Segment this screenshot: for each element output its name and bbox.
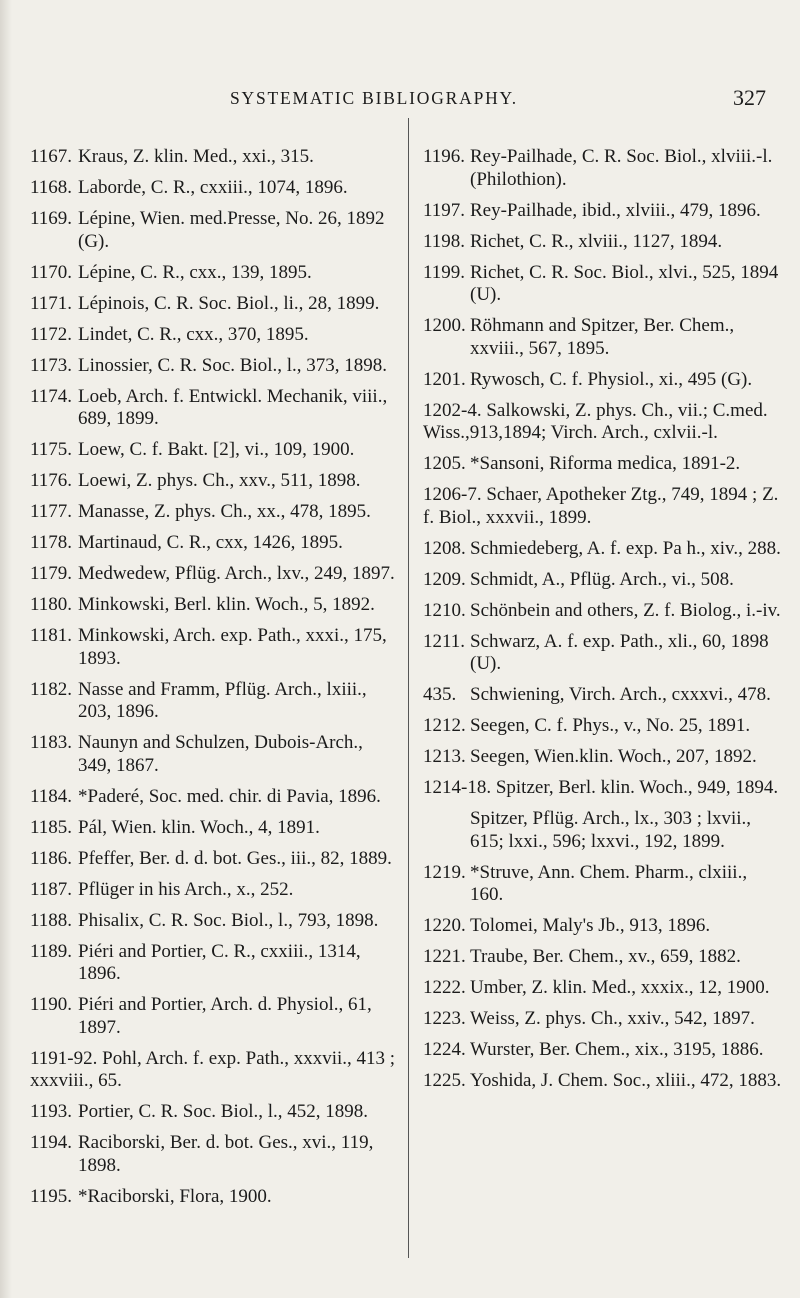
bib-entry: [30, 439, 398, 462]
entry-number: 1168.: [30, 177, 73, 198]
entry-number: 1201.: [423, 368, 466, 390]
bib-entry: [423, 569, 785, 592]
entry-text: Richet, C. R., xlviii., 1127, 1894.: [470, 230, 723, 252]
entry-text: Schwarz, A. f. exp. Path., xli., 60, 1898 (U).: [470, 630, 769, 674]
entry-number: 1212.: [423, 715, 466, 736]
entry-text: Pflüger in his Arch., x., 252.: [78, 878, 294, 900]
entry-text: Raciborski, Ber. d. bot. Ges., xvi., 119, 1898.: [78, 1132, 374, 1176]
bib-entry: [30, 594, 398, 617]
entry-number: 1179.: [30, 563, 73, 584]
entry-text: Rey-Pailhade, C. R. Soc. Biol., xlviii.-l. (Philothion).: [470, 146, 773, 190]
bib-entry: [423, 453, 785, 476]
bib-entry: [30, 1048, 398, 1093]
entry-text: Yoshida, J. Chem. Soc., xliii., 472, 1883.: [470, 1070, 782, 1091]
bib-entry: [30, 879, 398, 902]
bib-entry: [30, 732, 398, 777]
entry-text: Piéri and Portier, Arch. d. Physiol., 61, 1897.: [78, 994, 372, 1038]
entry-number: 1188.: [30, 909, 73, 931]
bib-entry: [423, 808, 785, 853]
entry-number: 1173.: [30, 354, 73, 376]
bib-entry: [423, 977, 785, 1000]
entry-number: 1187.: [30, 878, 73, 900]
entry-number: 1200.: [423, 315, 466, 336]
entry-text: Weiss, Z. phys. Ch., xxiv., 542, 1897.: [470, 1008, 755, 1029]
entry-number: 1206-7.: [423, 484, 482, 505]
bib-entry: [30, 817, 398, 840]
entry-number: 1171.: [30, 292, 73, 314]
entry-text: Schaer, Apotheker Ztg., 749, 1894 ; Z. f. Biol., xxxvii., 1899.: [423, 484, 779, 528]
entry-number: 1205.: [423, 453, 466, 474]
entry-text: Nasse and Framm, Pflüg. Arch., lxiii., 203, 1896.: [78, 678, 367, 722]
bib-entry: [423, 684, 785, 707]
bib-entry: [423, 262, 785, 307]
page-edge-shadow: [0, 0, 12, 1298]
entry-text: Pfeffer, Ber. d. d. bot. Ges., iii., 82, 1889.: [78, 847, 392, 869]
bib-entry: [30, 470, 398, 493]
bib-entry: [423, 231, 785, 254]
entry-text: Umber, Z. klin. Med., xxxix., 12, 1900.: [470, 977, 770, 998]
entry-text: Lépine, C. R., cxx., 139, 1895.: [78, 261, 312, 283]
bib-entry: [423, 146, 785, 191]
entry-text: Spitzer, Berl. klin. Woch., 949, 1894.: [495, 777, 779, 798]
entry-text: Schwiening, Virch. Arch., cxxxvi., 478.: [470, 684, 771, 705]
bib-entry: [423, 538, 785, 561]
bib-entry: [30, 386, 398, 431]
entry-text: Tolomei, Maly's Jb., 913, 1896.: [470, 915, 711, 936]
entry-text: Richet, C. R. Soc. Biol., xlvi., 525, 1894 (U).: [470, 261, 779, 305]
bib-entry: [30, 679, 398, 724]
entry-number: 1208.: [423, 537, 466, 559]
column-divider: [408, 118, 409, 1258]
entry-text: Schönbein and others, Z. f. Biolog., i.-iv.: [470, 599, 781, 621]
entry-number: 1176.: [30, 470, 73, 491]
bib-entry: [423, 862, 785, 907]
entry-number: 1184.: [30, 785, 73, 807]
entry-number: 1223.: [423, 1008, 466, 1029]
bib-entry: [30, 293, 398, 316]
entry-text: Portier, C. R. Soc. Biol., l., 452, 1898.: [78, 1101, 369, 1122]
bib-entry: [423, 1070, 785, 1093]
entry-text: Loewi, Z. phys. Ch., xxv., 511, 1898.: [78, 470, 361, 491]
entry-text: Schmiedeberg, A. f. exp. Pa h., xiv., 288.: [470, 537, 781, 559]
bib-entry: [30, 1101, 398, 1124]
entry-number: 1225.: [423, 1070, 466, 1091]
entry-number: 1169.: [30, 208, 73, 229]
entry-text: *Paderé, Soc. med. chir. di Pavia, 1896.: [78, 785, 381, 807]
page-header: [0, 85, 800, 116]
entry-number: 1220.: [423, 915, 466, 936]
entry-number: 1194.: [30, 1132, 73, 1153]
entry-number: 1213.: [423, 746, 466, 767]
entry-number: 1209.: [423, 568, 466, 590]
entry-number: 1182.: [30, 678, 73, 700]
bib-entry: [423, 631, 785, 676]
entry-number: 1196.: [423, 146, 466, 167]
entry-text: Phisalix, C. R. Soc. Biol., l., 793, 1898.: [78, 909, 379, 931]
bib-entry: [423, 777, 785, 800]
entry-text: Pohl, Arch. f. exp. Path., xxxvii., 413 ; xxxviii., 65.: [30, 1047, 396, 1091]
entry-text: Spitzer, Pflüg. Arch., lx., 303 ; lxvii., 615; lxxi., 596; lxxvi., 192, 1899.: [470, 808, 752, 852]
entry-text: *Sansoni, Riforma medica, 1891-2.: [470, 453, 741, 474]
entry-number: 1193.: [30, 1101, 73, 1122]
bib-entry: [423, 369, 785, 392]
bib-entry: [423, 946, 785, 969]
entry-number: 1189.: [30, 940, 73, 962]
entry-text: Martinaud, C. R., cxx, 1426, 1895.: [78, 532, 343, 553]
bib-entry: [423, 200, 785, 223]
entry-number: 1219.: [423, 861, 466, 883]
entry-number: 1197.: [423, 199, 466, 221]
bib-entry: [30, 786, 398, 809]
entry-text: Linossier, C. R. Soc. Biol., l., 373, 1898.: [78, 354, 388, 376]
entry-text: Pál, Wien. klin. Woch., 4, 1891.: [78, 816, 320, 838]
bib-entry: [30, 941, 398, 986]
entry-number: 1210.: [423, 599, 466, 621]
entry-number: 1170.: [30, 261, 73, 283]
bib-entry: [30, 1186, 398, 1209]
entry-text: Lépinois, C. R. Soc. Biol., li., 28, 1899.: [78, 292, 380, 314]
entry-text: Lépine, Wien. med.Presse, No. 26, 1892 (G).: [78, 208, 385, 252]
bib-entry: [423, 746, 785, 769]
bib-entry: [30, 146, 398, 169]
bib-entry: [30, 208, 398, 253]
entry-text: Röhmann and Spitzer, Ber. Chem., xxviii., 567, 1895.: [470, 315, 735, 359]
entry-number: 1177.: [30, 501, 73, 522]
bib-entry: [423, 1039, 785, 1062]
entry-number: 1202-4.: [423, 399, 482, 421]
entry-text: Wurster, Ber. Chem., xix., 3195, 1886.: [470, 1039, 764, 1060]
left-column: [30, 146, 398, 1217]
entry-number: 1186.: [30, 847, 73, 869]
entry-number: 1185.: [30, 816, 73, 838]
entry-text: Loew, C. f. Bakt. [2], vi., 109, 1900.: [78, 439, 355, 460]
bib-entry: [30, 848, 398, 871]
entry-number: 1211.: [423, 630, 466, 652]
bib-entry: [423, 484, 785, 529]
entry-text: *Struve, Ann. Chem. Pharm., clxiii., 160.: [470, 861, 748, 905]
entry-number: 1198.: [423, 230, 466, 252]
bib-entry: [30, 532, 398, 555]
entry-number: 1199.: [423, 261, 466, 283]
bib-entry: [30, 910, 398, 933]
bib-entry: [423, 400, 785, 445]
entry-text: Kraus, Z. klin. Med., xxi., 315.: [78, 146, 314, 167]
entry-text: Medwedew, Pflüg. Arch., lxv., 249, 1897.: [78, 563, 395, 584]
entry-text: Minkowski, Arch. exp. Path., xxxi., 175, 1893.: [78, 625, 387, 669]
entry-number: 1174.: [30, 385, 73, 407]
bib-entry: [30, 1132, 398, 1177]
entry-text: Rywosch, C. f. Physiol., xi., 495 (G).: [470, 368, 753, 390]
entry-number: 1221.: [423, 946, 466, 967]
entry-text: Loeb, Arch. f. Entwickl. Mechanik, viii., 689, 1899.: [78, 385, 388, 429]
entry-number: 1191-92.: [30, 1047, 98, 1069]
bib-entry: [30, 262, 398, 285]
entry-number: 1195.: [30, 1185, 73, 1207]
entry-number: 1178.: [30, 532, 73, 553]
entry-number: 1167.: [30, 146, 73, 167]
bib-entry: [423, 715, 785, 738]
entry-text: *Raciborski, Flora, 1900.: [78, 1185, 272, 1207]
entry-text: Traube, Ber. Chem., xv., 659, 1882.: [470, 946, 741, 967]
entry-text: Salkowski, Z. phys. Ch., vii.; C.med. Wiss.,913,1894; Virch. Arch., cxlvii.-l.: [423, 399, 768, 443]
bib-entry: [30, 625, 398, 670]
bib-entry: [423, 915, 785, 938]
entry-number: 1180.: [30, 594, 73, 615]
entry-number: 435.: [423, 684, 457, 705]
bib-entry: [423, 1008, 785, 1031]
entry-text: Manasse, Z. phys. Ch., xx., 478, 1895.: [78, 501, 371, 522]
entry-number: 1183.: [30, 732, 73, 753]
entry-number: 1222.: [423, 977, 466, 998]
entry-text: Schmidt, A., Pflüg. Arch., vi., 508.: [470, 568, 734, 590]
bib-entry: [30, 177, 398, 200]
bib-entry: [30, 994, 398, 1039]
entry-text: Laborde, C. R., cxxiii., 1074, 1896.: [78, 177, 348, 198]
bib-entry: [423, 600, 785, 623]
page-number: 327: [733, 85, 766, 110]
running-title: SYSTEMATIC BIBLIOGRAPHY.: [230, 88, 518, 108]
bib-entry: [30, 563, 398, 586]
entry-text: Seegen, C. f. Phys., v., No. 25, 1891.: [470, 715, 751, 736]
entry-text: Piéri and Portier, C. R., cxxiii., 1314, 1896.: [78, 940, 361, 984]
bib-entry: [30, 324, 398, 347]
entry-number: 1181.: [30, 625, 73, 646]
right-column: [423, 146, 785, 1101]
entry-number: 1224.: [423, 1039, 466, 1060]
bib-entry: [423, 315, 785, 360]
bib-entry: [30, 355, 398, 378]
entry-number: 1214-18.: [423, 777, 492, 798]
entry-text: Minkowski, Berl. klin. Woch., 5, 1892.: [78, 594, 375, 615]
entry-number: 1175.: [30, 439, 73, 460]
entry-text: Seegen, Wien.klin. Woch., 207, 1892.: [470, 746, 757, 767]
entry-text: Lindet, C. R., cxx., 370, 1895.: [78, 323, 309, 345]
entry-number: 1190.: [30, 994, 73, 1015]
entry-number: 1172.: [30, 323, 73, 345]
entry-text: Rey-Pailhade, ibid., xlviii., 479, 1896.: [470, 199, 761, 221]
entry-text: Naunyn and Schulzen, Dubois-Arch., 349, 1867.: [78, 732, 363, 776]
bib-entry: [30, 501, 398, 524]
